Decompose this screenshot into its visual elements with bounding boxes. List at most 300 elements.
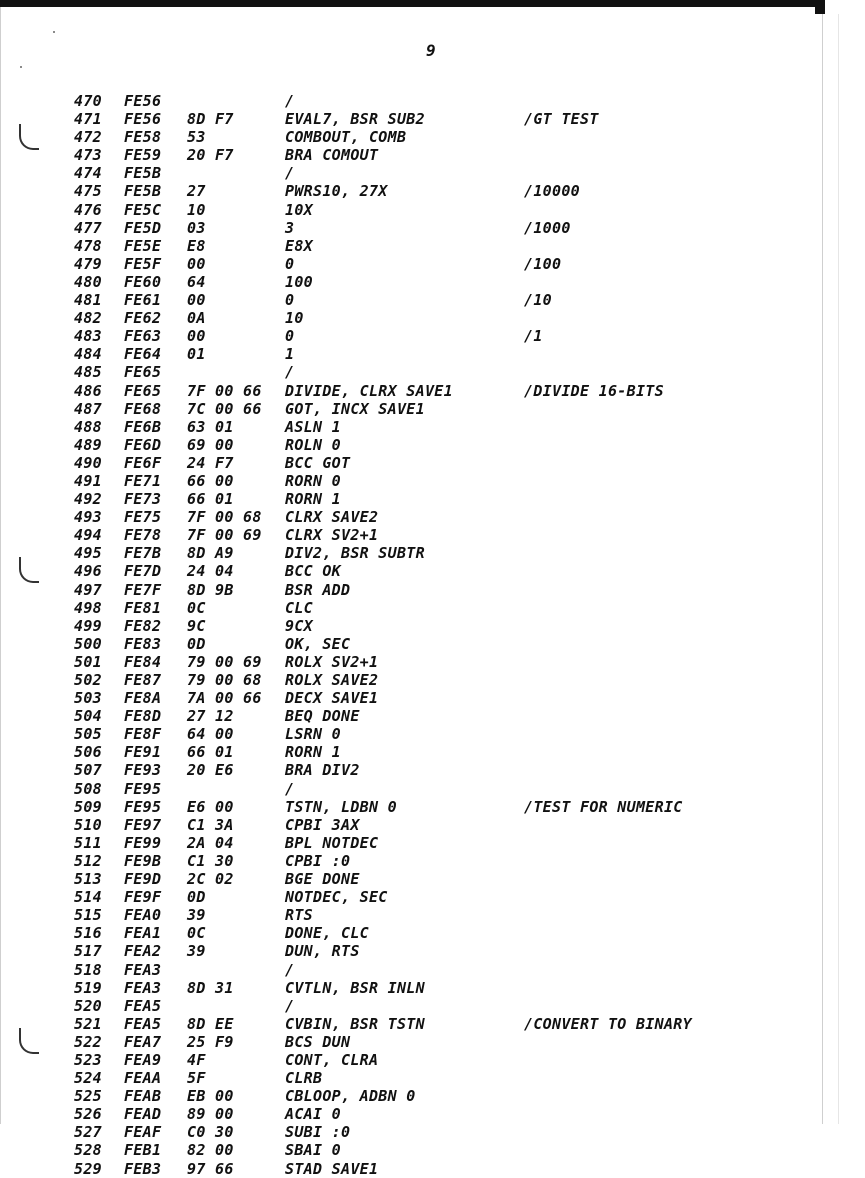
comment: /1	[524, 327, 543, 346]
object-code: 63 01	[187, 417, 234, 436]
listing-line	[0, 942, 822, 960]
source-statement: BCC GOT	[285, 453, 351, 472]
listing-line	[0, 1105, 822, 1123]
comment: /DIVIDE 16-BITS	[524, 381, 664, 400]
source-statement: 3	[285, 218, 295, 237]
object-code: 00	[187, 291, 206, 310]
line-number: 518	[74, 960, 102, 979]
object-code: 79 00 68	[187, 671, 262, 689]
listing-line	[0, 707, 822, 725]
listing-line	[0, 508, 822, 526]
source-statement: 0	[285, 254, 295, 273]
object-code: C1 30	[187, 851, 234, 870]
listing-line	[0, 689, 822, 707]
address: FEAF	[124, 1123, 162, 1142]
address: FE5D	[124, 218, 162, 237]
source-statement: OK, SEC	[285, 634, 351, 653]
line-number: 475	[74, 182, 102, 201]
address: FE91	[124, 743, 162, 762]
listing-line	[0, 1123, 822, 1141]
line-number: 482	[74, 309, 102, 328]
line-number: 527	[74, 1123, 102, 1142]
listing-line	[0, 870, 822, 888]
source-statement: TSTN, LDBN 0	[285, 797, 397, 816]
source-statement: RORN 1	[285, 743, 341, 762]
object-code: 0D	[187, 888, 206, 907]
source-statement: DECX SAVE1	[285, 689, 379, 708]
address: FEA3	[124, 978, 162, 997]
source-statement: CONT, CLRA	[285, 1050, 379, 1069]
source-statement: ASLN 1	[285, 417, 341, 436]
line-number: 516	[74, 924, 102, 943]
address: FE83	[124, 634, 162, 653]
listing-line	[0, 128, 822, 146]
address: FE7D	[124, 562, 162, 581]
address: FE56	[124, 92, 162, 110]
source-statement: /	[285, 996, 295, 1015]
listing-line	[0, 780, 822, 798]
source-statement: ACAI 0	[285, 1105, 341, 1124]
line-number: 470	[74, 92, 102, 110]
comment: /10000	[524, 182, 580, 201]
address: FEA2	[124, 942, 162, 961]
line-number: 505	[74, 725, 102, 744]
line-number: 484	[74, 345, 102, 364]
object-code: 0C	[187, 924, 206, 943]
line-number: 509	[74, 797, 102, 816]
line-number: 519	[74, 978, 102, 997]
listing-line	[0, 182, 822, 200]
source-statement: RTS	[285, 906, 313, 925]
right-edge-shadow	[838, 14, 839, 1124]
line-number: 491	[74, 471, 102, 490]
line-number: 515	[74, 906, 102, 925]
line-number: 525	[74, 1087, 102, 1106]
listing-line	[0, 219, 822, 237]
line-number: 513	[74, 870, 102, 889]
address: FE60	[124, 272, 162, 291]
object-code: 97 66	[187, 1159, 234, 1178]
listing-line	[0, 997, 822, 1015]
source-statement: 100	[285, 272, 313, 291]
listing-line	[0, 1160, 822, 1178]
address: FE9D	[124, 870, 162, 889]
object-code: 7A 00 66	[187, 689, 262, 708]
scan-speck	[20, 66, 22, 68]
comment: /CONVERT TO BINARY	[524, 1014, 692, 1033]
line-number: 471	[74, 110, 102, 129]
source-statement: RORN 0	[285, 471, 341, 490]
address: FEA3	[124, 960, 162, 979]
listing-line	[0, 201, 822, 219]
listing-line	[0, 1087, 822, 1105]
listing-line	[0, 110, 822, 128]
source-statement: /	[285, 164, 295, 183]
listing-line	[0, 581, 822, 599]
address: FE61	[124, 291, 162, 310]
object-code: 0A	[187, 309, 206, 328]
object-code: 27 12	[187, 707, 234, 726]
listing-line	[0, 327, 822, 345]
top-border	[0, 0, 822, 7]
line-number: 474	[74, 164, 102, 183]
address: FE59	[124, 146, 162, 165]
address: FE81	[124, 598, 162, 617]
object-code: 64	[187, 272, 206, 291]
source-statement: 10	[285, 309, 304, 328]
line-number: 523	[74, 1050, 102, 1069]
source-statement: E8X	[285, 236, 313, 255]
listing-line	[0, 1141, 822, 1159]
object-code: 79 00 69	[187, 652, 262, 671]
source-statement: 10X	[285, 200, 313, 219]
listing-line	[0, 562, 822, 580]
listing-line	[0, 92, 822, 110]
address: FEA7	[124, 1032, 162, 1051]
source-statement: BRA DIV2	[285, 761, 360, 780]
address: FE5F	[124, 254, 162, 273]
address: FE64	[124, 345, 162, 364]
line-number: 521	[74, 1014, 102, 1033]
address: FE8D	[124, 707, 162, 726]
line-number: 473	[74, 146, 102, 165]
listing-line	[0, 852, 822, 870]
address: FE73	[124, 490, 162, 509]
source-statement: /	[285, 363, 295, 382]
address: FE95	[124, 797, 162, 816]
line-number: 500	[74, 634, 102, 653]
line-number: 477	[74, 218, 102, 237]
line-number: 511	[74, 833, 102, 852]
comment: /TEST FOR NUMERIC	[524, 797, 683, 816]
line-number: 501	[74, 652, 102, 671]
line-number: 495	[74, 544, 102, 563]
listing-line	[0, 924, 822, 942]
object-code: 24 F7	[187, 453, 234, 472]
address: FEB1	[124, 1141, 162, 1160]
source-statement: DIV2, BSR SUBTR	[285, 544, 425, 563]
line-number: 490	[74, 453, 102, 472]
source-statement: 1	[285, 345, 295, 364]
object-code: 03	[187, 218, 206, 237]
source-statement: CLRX SAVE2	[285, 508, 379, 527]
address: FE6D	[124, 435, 162, 454]
line-number: 487	[74, 399, 102, 418]
source-statement: BRA COMOUT	[285, 146, 379, 165]
line-number: 503	[74, 689, 102, 708]
address: FE56	[124, 110, 162, 129]
source-statement: BPL NOTDEC	[285, 833, 379, 852]
listing-line	[0, 671, 822, 689]
listing-line	[0, 544, 822, 562]
address: FE5B	[124, 182, 162, 201]
address: FE7B	[124, 544, 162, 563]
object-code: 7F 00 69	[187, 526, 262, 545]
listing-line	[0, 164, 822, 182]
address: FE58	[124, 128, 162, 147]
object-code: 5F	[187, 1069, 206, 1088]
object-code: E8	[187, 236, 206, 255]
listing-line	[0, 1069, 822, 1087]
source-statement: CLRX SV2+1	[285, 526, 379, 545]
listing-line	[0, 237, 822, 255]
object-code: 24 04	[187, 562, 234, 581]
listing-line	[0, 599, 822, 617]
line-number: 517	[74, 942, 102, 961]
source-statement: SBAI 0	[285, 1141, 341, 1160]
source-statement: BCS DUN	[285, 1032, 351, 1051]
source-statement: BCC OK	[285, 562, 341, 581]
line-number: 492	[74, 490, 102, 509]
source-statement: STAD SAVE1	[285, 1159, 379, 1178]
address: FEAB	[124, 1087, 162, 1106]
listing-line	[0, 400, 822, 418]
line-number: 476	[74, 200, 102, 219]
line-number: 526	[74, 1105, 102, 1124]
listing-line	[0, 382, 822, 400]
line-number: 514	[74, 888, 102, 907]
object-code: 4F	[187, 1050, 206, 1069]
source-statement: 0	[285, 291, 295, 310]
line-number: 529	[74, 1159, 102, 1178]
listing-line	[0, 888, 822, 906]
source-statement: CLC	[285, 598, 313, 617]
line-number: 489	[74, 435, 102, 454]
line-number: 494	[74, 526, 102, 545]
line-number: 485	[74, 363, 102, 382]
line-number: 483	[74, 327, 102, 346]
object-code: 39	[187, 906, 206, 925]
source-statement: COMBOUT, COMB	[285, 128, 407, 147]
address: FE97	[124, 815, 162, 834]
source-statement: 0	[285, 327, 295, 346]
object-code: 00	[187, 327, 206, 346]
line-number: 479	[74, 254, 102, 273]
object-code: 8D EE	[187, 1014, 234, 1033]
comment: /100	[524, 254, 562, 273]
listing-line	[0, 363, 822, 381]
comment: /10	[524, 291, 552, 310]
listing-line	[0, 979, 822, 997]
listing-line	[0, 309, 822, 327]
line-number: 502	[74, 671, 102, 689]
object-code: 8D A9	[187, 544, 234, 563]
listing-line	[0, 1015, 822, 1033]
object-code: 7C 00 66	[187, 399, 262, 418]
listing-line	[0, 653, 822, 671]
address: FEAD	[124, 1105, 162, 1124]
source-statement: CPBI :0	[285, 851, 351, 870]
source-statement: ROLX SAVE2	[285, 671, 379, 689]
line-number: 528	[74, 1141, 102, 1160]
address: FEA1	[124, 924, 162, 943]
source-statement: BGE DONE	[285, 870, 360, 889]
address: FE6F	[124, 453, 162, 472]
listing-line	[0, 761, 822, 779]
line-number: 506	[74, 743, 102, 762]
listing-line	[0, 816, 822, 834]
comment: /1000	[524, 218, 571, 237]
address: FE84	[124, 652, 162, 671]
line-number: 512	[74, 851, 102, 870]
object-code: 69 00	[187, 435, 234, 454]
listing-line	[0, 273, 822, 291]
object-code: E6 00	[187, 797, 234, 816]
address: FE87	[124, 671, 162, 689]
right-edge	[822, 14, 823, 1124]
source-statement: NOTDEC, SEC	[285, 888, 388, 907]
page-number: 9	[426, 41, 436, 60]
source-statement: CPBI 3AX	[285, 815, 360, 834]
source-statement: BEQ DONE	[285, 707, 360, 726]
line-number: 486	[74, 381, 102, 400]
address: FE5B	[124, 164, 162, 183]
object-code: 00	[187, 254, 206, 273]
object-code: 2C 02	[187, 870, 234, 889]
source-statement: ROLX SV2+1	[285, 652, 379, 671]
object-code: 53	[187, 128, 206, 147]
scan-speck	[53, 31, 55, 33]
listing-line	[0, 490, 822, 508]
line-number: 472	[74, 128, 102, 147]
object-code: 0C	[187, 598, 206, 617]
address: FE78	[124, 526, 162, 545]
listing-line	[0, 906, 822, 924]
object-code: C0 30	[187, 1123, 234, 1142]
line-number: 488	[74, 417, 102, 436]
object-code: 8D F7	[187, 110, 234, 129]
listing-line	[0, 418, 822, 436]
address: FE82	[124, 616, 162, 635]
line-number: 478	[74, 236, 102, 255]
line-number: 504	[74, 707, 102, 726]
listing-line	[0, 961, 822, 979]
object-code: 7F 00 66	[187, 381, 262, 400]
object-code: 27	[187, 182, 206, 201]
source-statement: /	[285, 92, 295, 110]
object-code: 66 01	[187, 490, 234, 509]
source-statement: CVTLN, BSR INLN	[285, 978, 425, 997]
object-code: 66 01	[187, 743, 234, 762]
source-statement: ROLN 0	[285, 435, 341, 454]
comment: /GT TEST	[524, 110, 599, 129]
address: FE95	[124, 779, 162, 798]
listing-line	[0, 725, 822, 743]
object-code: 8D 9B	[187, 580, 234, 599]
listing-line	[0, 834, 822, 852]
address: FEA9	[124, 1050, 162, 1069]
object-code: 2A 04	[187, 833, 234, 852]
source-statement: GOT, INCX SAVE1	[285, 399, 425, 418]
source-statement: 9CX	[285, 616, 313, 635]
object-code: 0D	[187, 634, 206, 653]
object-code: 20 F7	[187, 146, 234, 165]
object-code: 7F 00 68	[187, 508, 262, 527]
listing-line	[0, 454, 822, 472]
line-number: 493	[74, 508, 102, 527]
line-number: 480	[74, 272, 102, 291]
listing-line	[0, 472, 822, 490]
listing-line	[0, 743, 822, 761]
listing-line	[0, 617, 822, 635]
listing-line	[0, 526, 822, 544]
line-number: 524	[74, 1069, 102, 1088]
source-statement: DUN, RTS	[285, 942, 360, 961]
address: FE75	[124, 508, 162, 527]
object-code: 8D 31	[187, 978, 234, 997]
listing-line	[0, 345, 822, 363]
object-code: 64 00	[187, 725, 234, 744]
address: FEA5	[124, 996, 162, 1015]
listing-line	[0, 146, 822, 164]
address: FE65	[124, 381, 162, 400]
object-code: 82 00	[187, 1141, 234, 1160]
line-number: 508	[74, 779, 102, 798]
source-statement: DIVIDE, CLRX SAVE1	[285, 381, 453, 400]
listing-line	[0, 255, 822, 273]
object-code: 25 F9	[187, 1032, 234, 1051]
line-number: 510	[74, 815, 102, 834]
line-number: 498	[74, 598, 102, 617]
source-statement: BSR ADD	[285, 580, 351, 599]
assembly-listing	[0, 92, 822, 1178]
line-number: 507	[74, 761, 102, 780]
listing-line	[0, 436, 822, 454]
address: FE65	[124, 363, 162, 382]
object-code: 66 00	[187, 471, 234, 490]
line-number: 520	[74, 996, 102, 1015]
address: FE9B	[124, 851, 162, 870]
corner-mark	[815, 0, 825, 14]
line-number: 497	[74, 580, 102, 599]
object-code: 10	[187, 200, 206, 219]
source-statement: CBLOOP, ADBN 0	[285, 1087, 416, 1106]
address: FE71	[124, 471, 162, 490]
source-statement: LSRN 0	[285, 725, 341, 744]
address: FE68	[124, 399, 162, 418]
listing-line	[0, 798, 822, 816]
object-code: EB 00	[187, 1087, 234, 1106]
address: FE5E	[124, 236, 162, 255]
line-number: 522	[74, 1032, 102, 1051]
address: FEAA	[124, 1069, 162, 1088]
address: FE8F	[124, 725, 162, 744]
address: FE99	[124, 833, 162, 852]
source-statement: EVAL7, BSR SUB2	[285, 110, 425, 129]
object-code: C1 3A	[187, 815, 234, 834]
address: FE62	[124, 309, 162, 328]
source-statement: /	[285, 779, 295, 798]
source-statement: RORN 1	[285, 490, 341, 509]
source-statement: PWRS10, 27X	[285, 182, 388, 201]
address: FE8A	[124, 689, 162, 708]
address: FEB3	[124, 1159, 162, 1178]
address: FE5C	[124, 200, 162, 219]
object-code: 39	[187, 942, 206, 961]
address: FE93	[124, 761, 162, 780]
line-number: 499	[74, 616, 102, 635]
source-statement: DONE, CLC	[285, 924, 369, 943]
source-statement: /	[285, 960, 295, 979]
address: FE7F	[124, 580, 162, 599]
address: FEA0	[124, 906, 162, 925]
address: FE6B	[124, 417, 162, 436]
object-code: 20 E6	[187, 761, 234, 780]
source-statement: CLRB	[285, 1069, 323, 1088]
listing-line	[0, 1051, 822, 1069]
listing-line	[0, 291, 822, 309]
address: FE9F	[124, 888, 162, 907]
